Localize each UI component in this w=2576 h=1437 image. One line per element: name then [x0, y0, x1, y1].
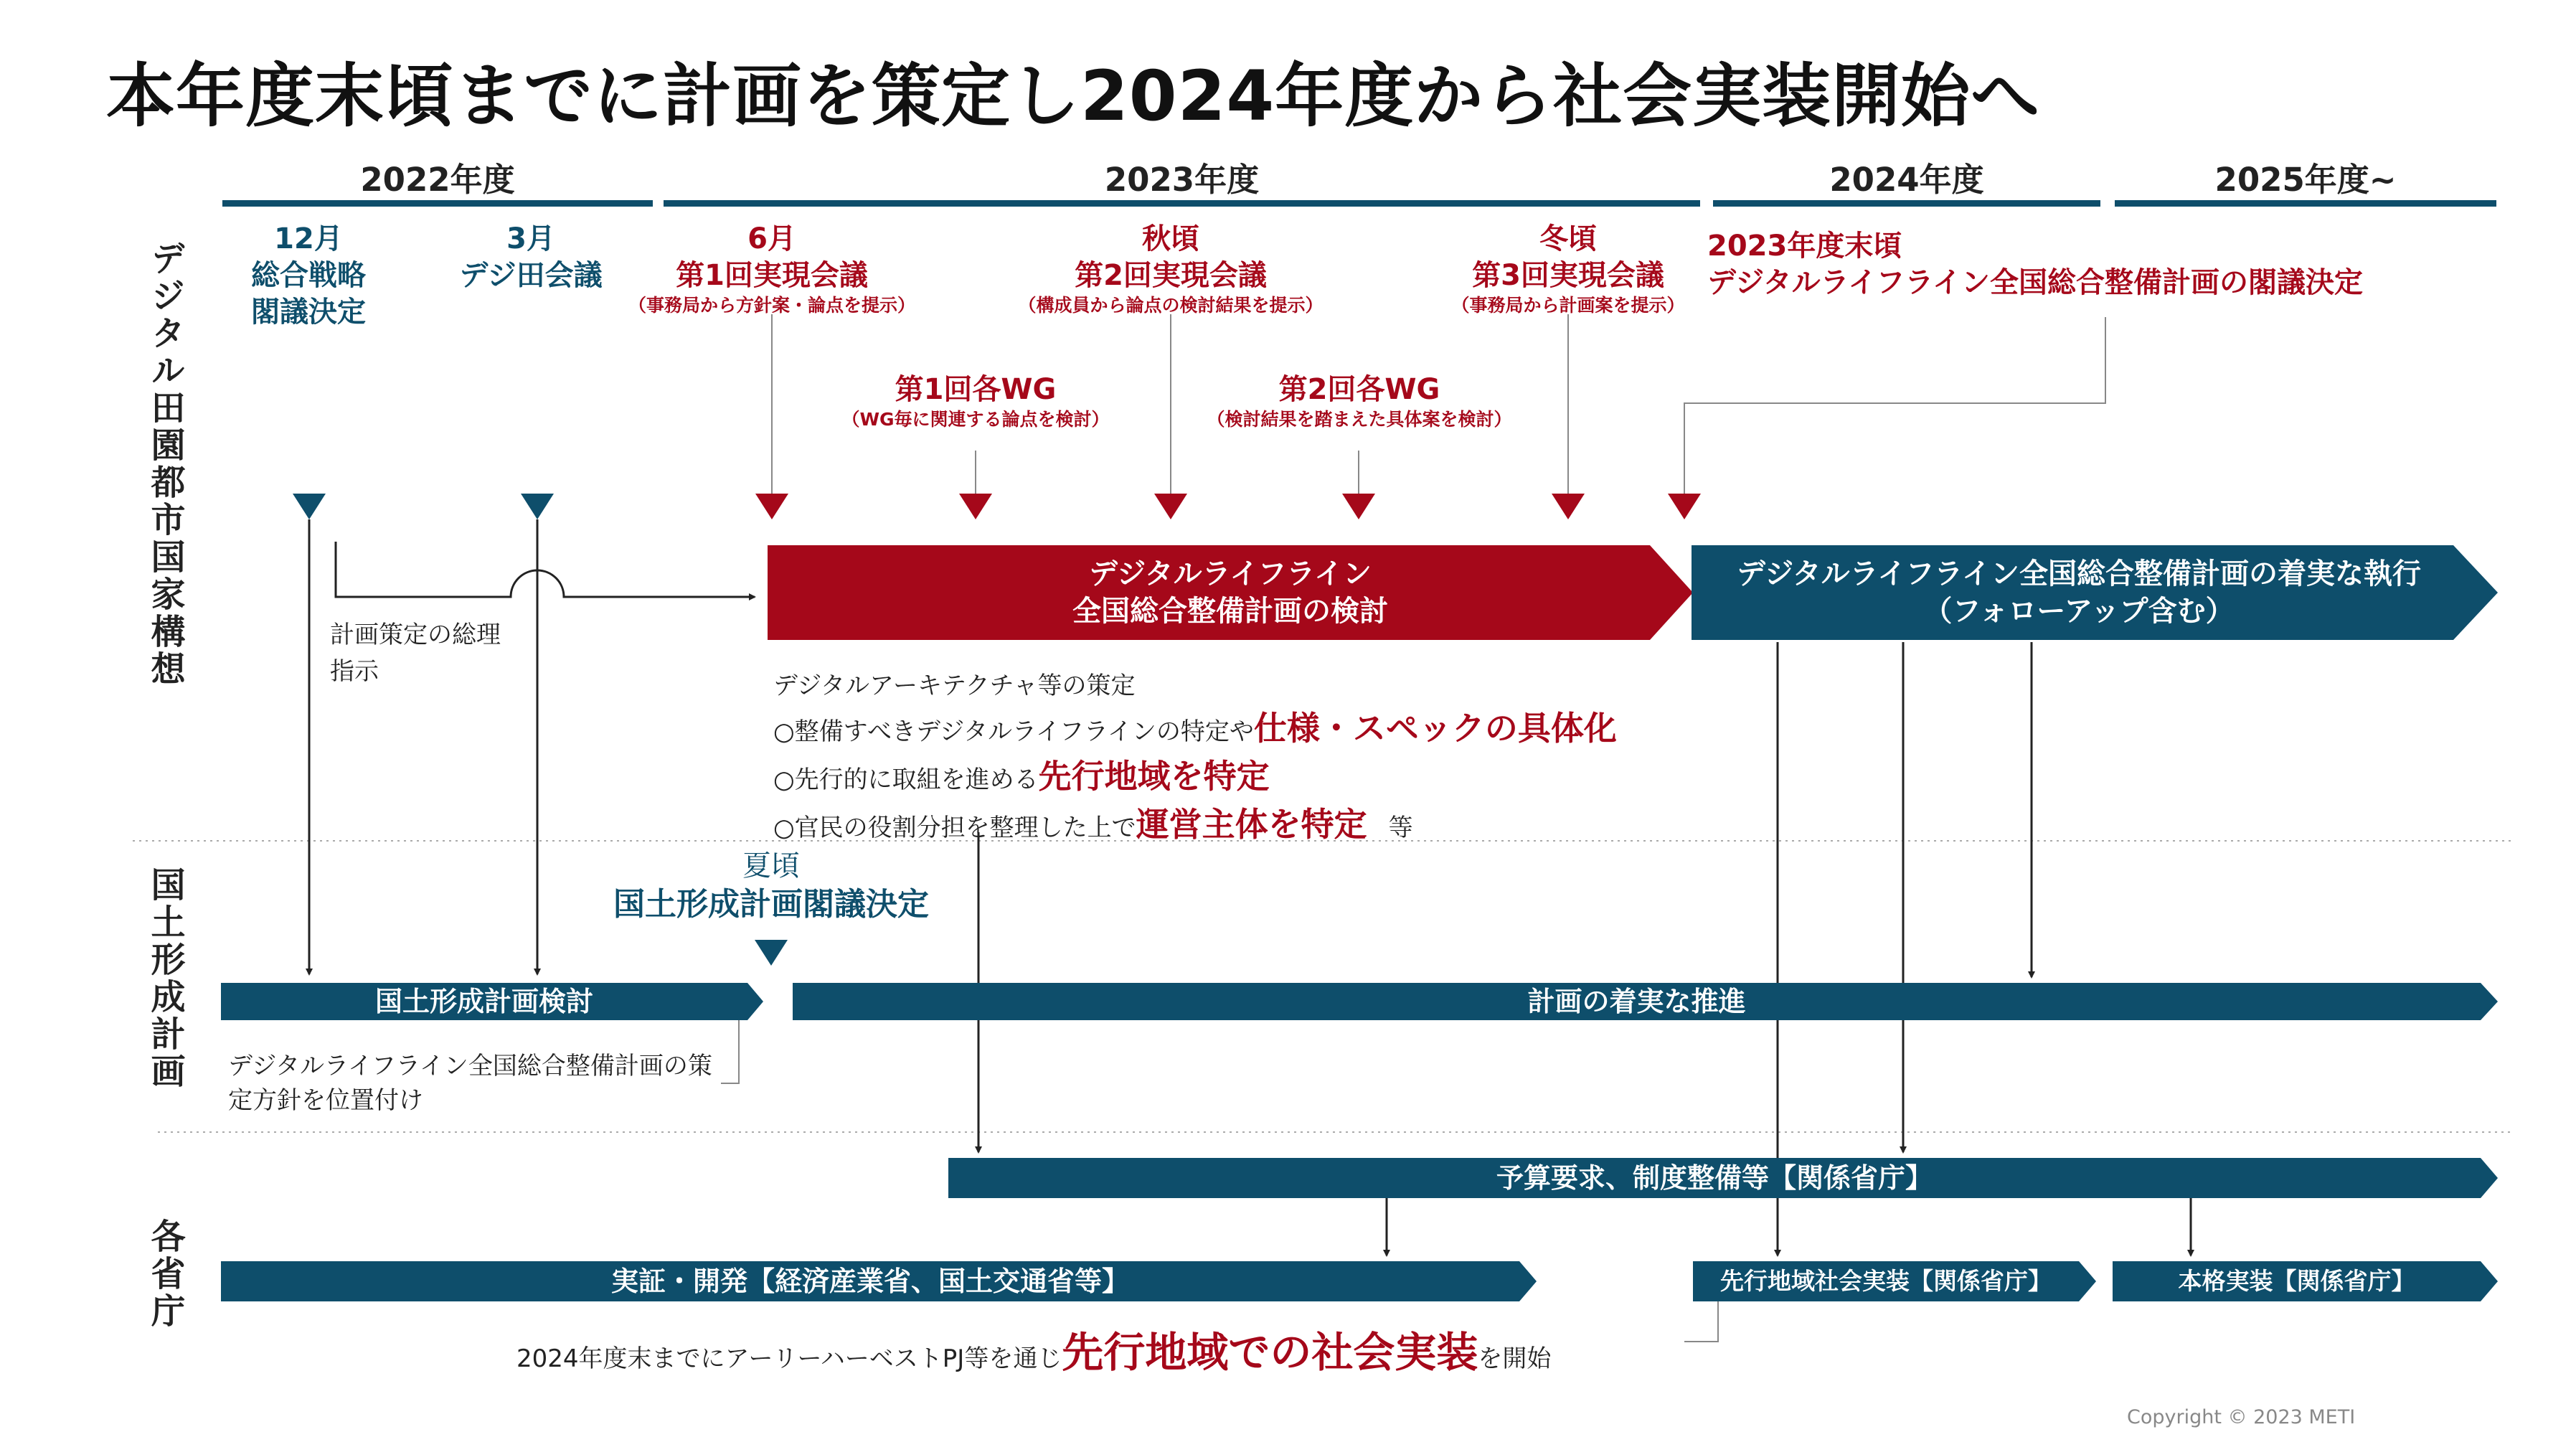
year-2022-line — [222, 200, 653, 207]
event-dec-month: 12月 — [274, 222, 343, 255]
event-dec-line1: 総合戦略 — [251, 259, 366, 293]
triangle-mar — [521, 494, 554, 519]
bar-honkaku-label: 本格実装【関係省庁】 — [2178, 1267, 2415, 1295]
event-end2023-line2: デジタルライフライン全国総合整備計画の閣議決定 — [1707, 266, 2363, 300]
note-arch-title: デジタルアーキテクチャ等の策定 — [773, 672, 1136, 700]
event-winter — [1410, 221, 1726, 317]
note-bottom-post: を開始 — [1478, 1344, 1552, 1373]
event-mar-line1: デジ田会議 — [459, 259, 603, 293]
event-autumn-month: 秋頃 — [1142, 222, 1199, 255]
note-arch1-pre: ○整備すべきデジタルライフラインの特定や — [773, 717, 1254, 746]
event-summer-line1: 国土形成計画閣議決定 — [613, 886, 929, 923]
event-dec-line2: 閣議決定 — [251, 296, 366, 329]
connector-end2023 — [1684, 317, 2105, 494]
event-dec — [215, 221, 402, 331]
note-arch3-em: 運営主体を特定 — [1136, 805, 1367, 844]
event-winter-sub: （事務局から計画案を提示） — [1451, 295, 1685, 316]
event-jun-month: 6月 — [747, 222, 796, 255]
note-arch3-pre: ○官民の役割分担を整理した上で — [773, 814, 1136, 842]
note-arch1-em: 仕様・スペックの具体化 — [1253, 709, 1617, 748]
note-bottom-pre: 2024年度末までにアーリーハーベストPJ等を通じ — [516, 1344, 1062, 1373]
flow-sori-to-study — [336, 542, 755, 597]
event-mar — [438, 221, 624, 294]
bar-budget-label: 予算要求、制度整備等【関係省庁】 — [1496, 1162, 1933, 1194]
bar-senko-label: 先行地域社会実装【関係省庁】 — [1720, 1267, 2052, 1295]
event-autumn-line1: 第2回実現会議 — [1075, 259, 1267, 293]
note-bottom-em: 先行地域での社会実装 — [1062, 1328, 1478, 1377]
year-2025: 2025年度~ — [2214, 161, 2397, 199]
year-2022: 2022年度 — [360, 161, 515, 199]
bar-execution-label — [1692, 555, 2466, 630]
year-2025-line — [2115, 200, 2496, 207]
event-wg2-sub: （検討結果を踏まえた具体案を検討） — [1207, 409, 1512, 430]
event-summer — [560, 848, 983, 925]
note-arch-item-1 — [773, 706, 1617, 754]
bar-study-line2: 全国総合整備計画の検討 — [1072, 595, 1388, 628]
note-arch-item-2 — [773, 754, 1617, 802]
event-jun-line1: 第1回実現会議 — [676, 259, 868, 293]
event-wg2 — [1191, 372, 1528, 431]
year-2024: 2024年度 — [1829, 161, 1984, 199]
triangle-wg1 — [959, 494, 992, 519]
year-2023: 2023年度 — [1104, 161, 1260, 199]
event-end2023 — [1707, 228, 2363, 301]
event-winter-line1: 第3回実現会議 — [1472, 259, 1664, 293]
triangle-wg2 — [1342, 494, 1375, 519]
triangle-winter — [1552, 494, 1585, 519]
note-architecture — [773, 666, 1617, 850]
event-jun — [600, 221, 944, 317]
page-title: 本年度末頃までに計画を策定し2024年度から社会実装開始へ — [106, 56, 2041, 136]
bracket-bottom-note — [1684, 1299, 1718, 1342]
year-2023-line — [664, 200, 1700, 207]
bar-study-label — [768, 555, 1693, 630]
note-bottom — [516, 1321, 1551, 1384]
event-autumn-sub: （構成員から論点の検討結果を提示） — [1018, 295, 1324, 316]
note-arch2-em: 先行地域を特定 — [1038, 757, 1270, 796]
triangle-dec — [293, 494, 326, 519]
row-label-digital: デジタル田園都市国家構想 — [145, 240, 185, 688]
bar-execution-line1: デジタルライフライン全国総合整備計画の着実な執行 — [1737, 557, 2421, 590]
note-arch3-post: 等 — [1388, 814, 1413, 842]
note-arch2-pre: ○先行的に取組を進める — [773, 765, 1039, 794]
row-label-kokudo: 国土形成計画 — [145, 867, 185, 1090]
bar-jissho-label: 実証・開発【経済産業省、国土交通省等】 — [610, 1266, 1129, 1297]
note-arch-item-3 — [773, 802, 1617, 850]
event-wg1 — [832, 372, 1119, 431]
note-sori: 計画策定の総理指示 — [330, 621, 501, 686]
event-summer-month: 夏頃 — [742, 849, 800, 882]
bar-kokudo-study-label: 国土形成計画検討 — [374, 986, 593, 1017]
note-kokudo: デジタルライフライン全国総合整備計画の策定方針を位置付け — [228, 1052, 712, 1115]
row-label-ministries: 各省庁 — [145, 1218, 185, 1330]
triangle-autumn — [1154, 494, 1187, 519]
bar-execution-line2: （フォローアップ含む） — [1923, 595, 2235, 628]
triangle-end2023 — [1668, 494, 1701, 519]
event-end2023-line1: 2023年度末頃 — [1707, 230, 1902, 263]
event-wg2-line1: 第2回各WG — [1278, 373, 1440, 406]
event-autumn — [984, 221, 1357, 317]
triangle-summer — [755, 940, 788, 966]
event-wg1-sub: （WG毎に関連する論点を検討） — [841, 409, 1110, 430]
triangle-jun — [755, 494, 788, 519]
copyright: Copyright © 2023 METI — [2127, 1406, 2356, 1428]
bar-study-line1: デジタルライフライン — [1089, 557, 1372, 590]
bar-kokudo-promote-label: 計画の着実な推進 — [1527, 986, 1746, 1017]
event-mar-month: 3月 — [506, 222, 555, 255]
event-jun-sub: （事務局から方針案・論点を提示） — [628, 295, 915, 316]
event-winter-month: 冬頃 — [1539, 222, 1597, 255]
year-2024-line — [1713, 200, 2100, 207]
event-wg1-line1: 第1回各WG — [895, 373, 1057, 406]
